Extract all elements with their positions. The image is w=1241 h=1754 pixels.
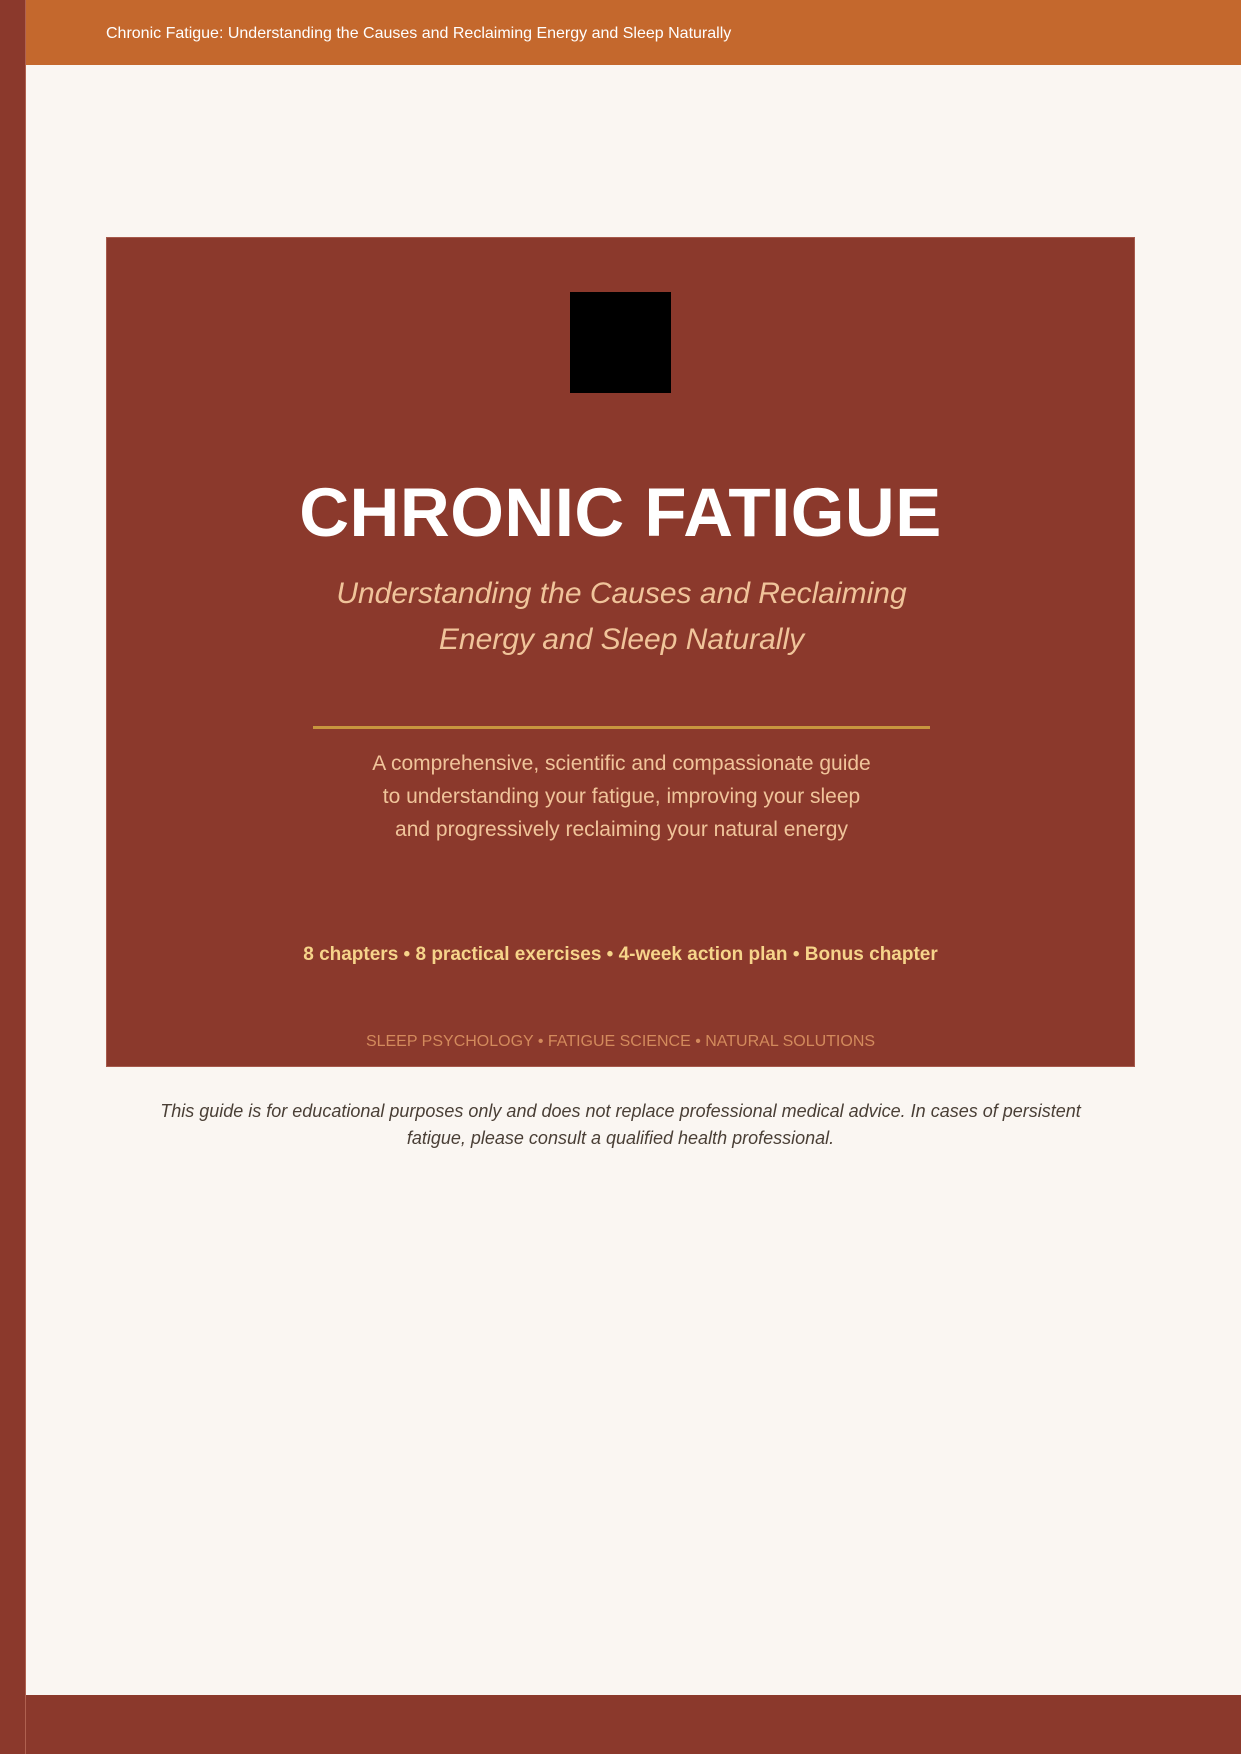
cover-title: CHRONIC FATIGUE: [299, 474, 942, 551]
disclaimer-line: fatigue, please consult a qualified health professional.: [406, 1128, 835, 1148]
left-margin-bar: [0, 0, 26, 1754]
running-header: [26, 0, 1241, 65]
cover-description: [277, 747, 966, 846]
disclaimer-line: This guide is for educational purposes only and does not replace professional medical advice. In cases of persistent: [160, 1101, 1081, 1121]
cover-subtitle-line: Energy and Sleep Naturally: [438, 623, 805, 656]
cover-subtitle-line: Understanding the Causes and Reclaiming: [336, 577, 907, 610]
cover-description-line: A comprehensive, scientific and compassionate guide: [372, 752, 871, 775]
disclaimer: [120, 1098, 1121, 1152]
page-footer-bar: [26, 1695, 1241, 1754]
cover-tagline: SLEEP PSYCHOLOGY • FATIGUE SCIENCE • NATURAL SOLUTIONS: [365, 1033, 876, 1050]
cover-panel: [106, 237, 1135, 1067]
cover-features: 8 chapters • 8 practical exercises • 4-week action plan • Bonus chapter: [303, 944, 938, 965]
cover-divider: [313, 726, 930, 729]
header-title: Chronic Fatigue: Understanding the Causes and Reclaiming Energy and Sleep Naturally: [106, 25, 732, 42]
cover-subtitle: [277, 571, 966, 663]
cover-description-line: and progressively reclaiming your natural energy: [395, 818, 848, 841]
cover-description-line: to understanding your fatigue, improving your sleep: [382, 785, 861, 808]
cover-image-placeholder: [570, 292, 671, 393]
